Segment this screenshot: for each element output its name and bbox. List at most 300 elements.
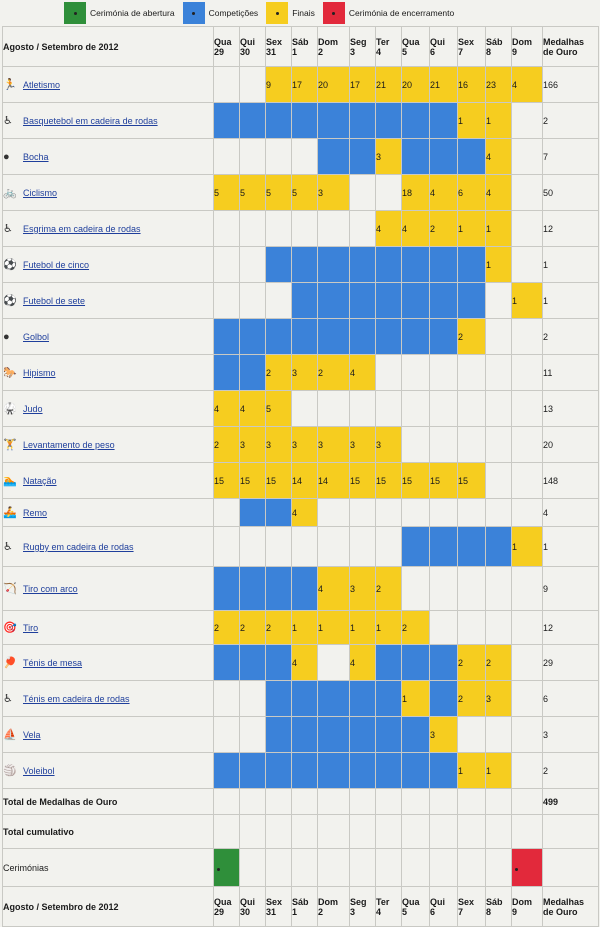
sport-name-cell xyxy=(3,355,214,391)
schedule-cell xyxy=(240,319,266,355)
medals-header xyxy=(543,887,599,927)
day-header xyxy=(486,27,512,67)
cumulative-row-value xyxy=(543,815,599,849)
schedule-cell xyxy=(292,681,318,717)
schedule-cell: 1 xyxy=(486,103,512,139)
day-date: 8 xyxy=(486,906,492,917)
sport-icon: ● xyxy=(3,330,10,343)
schedule-cell: 4 xyxy=(292,499,318,527)
day-date: 6 xyxy=(430,906,436,917)
schedule-cell xyxy=(214,681,240,717)
schedule-cell xyxy=(430,567,458,611)
ceremony-cell xyxy=(318,849,350,887)
medal-count: 3 xyxy=(543,717,599,753)
day-weekday: Qua xyxy=(214,896,232,907)
sport-icon: 🚲 xyxy=(3,187,17,199)
empty-cell xyxy=(266,815,292,849)
schedule-cell: 4 xyxy=(512,67,543,103)
schedule-cell xyxy=(266,681,292,717)
empty-cell xyxy=(214,815,240,849)
schedule-cell xyxy=(214,211,240,247)
schedule-cell: 15 xyxy=(458,463,486,499)
ceremony-cell xyxy=(486,849,512,887)
schedule-cell xyxy=(240,139,266,175)
ceremony-cell xyxy=(292,849,318,887)
medal-count: 2 xyxy=(543,319,599,355)
medals-header-line: Medalhas xyxy=(543,36,585,47)
schedule-cell xyxy=(240,355,266,391)
schedule-cell: 4 xyxy=(376,211,402,247)
header-label: Agosto / Setembro de 2012 xyxy=(3,27,214,67)
sport-row xyxy=(3,391,599,427)
schedule-cell xyxy=(266,283,292,319)
schedule-cell xyxy=(266,247,292,283)
schedule-cell xyxy=(458,527,486,567)
medal-count: 29 xyxy=(543,645,599,681)
day-date: 29 xyxy=(214,46,225,57)
schedule-cell: 1 xyxy=(402,681,430,717)
ceremony-dot xyxy=(515,868,518,871)
day-header xyxy=(376,887,402,927)
empty-cell xyxy=(402,789,430,815)
schedule-cell xyxy=(240,645,266,681)
schedule-cell: 9 xyxy=(266,67,292,103)
schedule-cell: 17 xyxy=(350,67,376,103)
day-weekday: Qui xyxy=(430,896,445,907)
schedule-cell xyxy=(458,139,486,175)
sport-name-cell xyxy=(3,283,214,319)
schedule-cell xyxy=(266,645,292,681)
sport-link[interactable]: Rugby em cadeira de rodas xyxy=(23,542,134,552)
schedule-cell xyxy=(266,527,292,567)
sport-icon: ♿ xyxy=(3,541,13,553)
schedule-cell xyxy=(512,103,543,139)
schedule-cell xyxy=(512,717,543,753)
schedule-cell xyxy=(512,391,543,427)
header-row xyxy=(3,27,599,67)
sport-row xyxy=(3,283,599,319)
schedule-cell: 4 xyxy=(350,355,376,391)
day-date: 7 xyxy=(458,906,464,917)
day-date: 3 xyxy=(350,906,356,917)
schedule-cell xyxy=(350,527,376,567)
schedule-cell: 15 xyxy=(214,463,240,499)
schedule-cell: 20 xyxy=(402,67,430,103)
schedule-cell: 4 xyxy=(486,175,512,211)
schedule-cell xyxy=(350,391,376,427)
sport-row xyxy=(3,463,599,499)
day-header xyxy=(486,887,512,927)
schedule-cell: 1 xyxy=(350,611,376,645)
ceremony-cell xyxy=(214,849,240,887)
schedule-cell: 1 xyxy=(486,753,512,789)
schedule-cell xyxy=(458,391,486,427)
day-weekday: Seg xyxy=(350,896,367,907)
schedule-cell: 2 xyxy=(318,355,350,391)
schedule-cell xyxy=(214,355,240,391)
day-header xyxy=(430,27,458,67)
medals-header xyxy=(543,27,599,67)
schedule-cell xyxy=(512,681,543,717)
day-header xyxy=(214,27,240,67)
sport-link[interactable]: Esgrima em cadeira de rodas xyxy=(23,224,141,234)
sport-name-cell xyxy=(3,175,214,211)
schedule-cell xyxy=(402,283,430,319)
schedule-cell xyxy=(350,681,376,717)
sport-row xyxy=(3,355,599,391)
empty-cell xyxy=(214,789,240,815)
schedule-cell: 1 xyxy=(512,527,543,567)
schedule-cell: 2 xyxy=(486,645,512,681)
empty-cell xyxy=(292,815,318,849)
empty-cell xyxy=(486,789,512,815)
medal-count: 11 xyxy=(543,355,599,391)
schedule-cell xyxy=(402,391,430,427)
schedule-cell xyxy=(292,717,318,753)
day-weekday: Qui xyxy=(240,896,255,907)
schedule-cell xyxy=(350,717,376,753)
legend-dot xyxy=(332,12,335,15)
day-weekday: Sex xyxy=(266,36,283,47)
sport-link[interactable]: Tiro xyxy=(23,623,39,633)
schedule-cell xyxy=(318,527,350,567)
legend-label: Finais xyxy=(292,8,315,18)
day-header xyxy=(430,887,458,927)
sport-link[interactable]: Judo xyxy=(23,404,43,414)
schedule-cell xyxy=(486,499,512,527)
medal-count: 166 xyxy=(543,67,599,103)
schedule-cell xyxy=(266,499,292,527)
schedule-cell: 17 xyxy=(292,67,318,103)
empty-cell xyxy=(350,815,376,849)
sport-link[interactable]: Futebol de cinco xyxy=(23,260,90,270)
legend-item xyxy=(183,0,259,26)
sport-icon: 🏊 xyxy=(3,475,17,487)
day-header xyxy=(266,27,292,67)
schedule-cell xyxy=(486,463,512,499)
schedule-cell xyxy=(402,319,430,355)
schedule-cell: 4 xyxy=(402,211,430,247)
sport-link[interactable]: Ciclismo xyxy=(23,188,58,198)
schedule-cell xyxy=(292,753,318,789)
sport-icon: 🏐 xyxy=(3,765,17,777)
legend-swatch xyxy=(64,2,86,24)
day-weekday: Sex xyxy=(458,36,475,47)
schedule-cell xyxy=(512,427,543,463)
day-weekday: Dom xyxy=(318,36,338,47)
legend xyxy=(0,0,600,26)
legend-label: Cerimónia de encerramento xyxy=(348,8,455,18)
day-weekday: Seg xyxy=(350,36,367,47)
sport-row xyxy=(3,175,599,211)
schedule-cell: 1 xyxy=(458,753,486,789)
schedule-cell xyxy=(430,527,458,567)
sport-icon: 🏹 xyxy=(3,583,17,595)
schedule-cell: 2 xyxy=(458,681,486,717)
sport-name-cell xyxy=(3,103,214,139)
schedule-cell xyxy=(430,499,458,527)
empty-cell xyxy=(318,789,350,815)
schedule-cell xyxy=(350,319,376,355)
schedule-cell xyxy=(350,211,376,247)
schedule-cell: 4 xyxy=(318,567,350,611)
sport-link[interactable]: Voleibol xyxy=(23,766,55,776)
medal-count: 2 xyxy=(543,753,599,789)
sport-icon: ⚽ xyxy=(3,295,17,307)
sport-row xyxy=(3,527,599,567)
schedule-cell xyxy=(214,717,240,753)
schedule-cell xyxy=(512,499,543,527)
schedule-cell xyxy=(318,645,350,681)
sport-name-cell xyxy=(3,139,214,175)
schedule-cell xyxy=(430,681,458,717)
day-weekday: Sáb xyxy=(486,896,503,907)
schedule-cell xyxy=(512,211,543,247)
sport-link[interactable]: Bocha xyxy=(23,151,49,162)
sport-link[interactable]: Ténis em cadeira de rodas xyxy=(23,694,130,704)
schedule-cell xyxy=(350,139,376,175)
sport-link[interactable]: Basquetebol em cadeira de rodas xyxy=(23,116,158,126)
schedule-cell: 18 xyxy=(402,175,430,211)
sport-icon: ♿ xyxy=(3,223,13,235)
schedule-cell: 4 xyxy=(240,391,266,427)
schedule-cell xyxy=(292,103,318,139)
schedule-cell xyxy=(266,567,292,611)
sport-link[interactable]: Atletismo xyxy=(23,80,61,90)
schedule-cell: 4 xyxy=(214,391,240,427)
schedule-cell xyxy=(430,139,458,175)
schedule-cell xyxy=(402,139,430,175)
schedule-cell xyxy=(318,247,350,283)
schedule-cell xyxy=(458,355,486,391)
sport-link[interactable]: Tiro com arco xyxy=(23,584,78,594)
empty-cell xyxy=(458,789,486,815)
schedule-cell xyxy=(318,717,350,753)
medal-count: 13 xyxy=(543,391,599,427)
sport-name-cell xyxy=(3,247,214,283)
schedule-cell xyxy=(376,717,402,753)
sport-link[interactable]: Golbol xyxy=(23,331,50,342)
schedule-cell xyxy=(292,319,318,355)
schedule-cell: 3 xyxy=(376,427,402,463)
schedule-cell xyxy=(486,319,512,355)
day-date: 30 xyxy=(240,46,251,57)
schedule-cell xyxy=(512,753,543,789)
schedule-cell xyxy=(458,427,486,463)
day-header xyxy=(318,887,350,927)
schedule-cell xyxy=(402,527,430,567)
medal-count: 6 xyxy=(543,681,599,717)
schedule-cell xyxy=(350,247,376,283)
empty-cell xyxy=(402,815,430,849)
sport-icon: 🚣 xyxy=(3,507,17,519)
sport-link[interactable]: Levantamento de peso xyxy=(23,440,115,450)
cumulative-row-label: Total cumulativo xyxy=(3,815,214,849)
schedule-cell: 5 xyxy=(214,175,240,211)
schedule-cell xyxy=(214,103,240,139)
schedule-cell xyxy=(512,567,543,611)
sport-name-cell xyxy=(3,499,214,527)
sport-link[interactable]: Ténis de mesa xyxy=(23,658,83,668)
schedule-cell xyxy=(430,645,458,681)
schedule-cell xyxy=(240,527,266,567)
legend-swatch xyxy=(266,2,288,24)
medal-count: 1 xyxy=(543,527,599,567)
day-weekday: Qui xyxy=(430,36,445,47)
schedule-cell xyxy=(292,247,318,283)
schedule-cell: 3 xyxy=(486,681,512,717)
sport-icon: 🥋 xyxy=(3,403,17,415)
sport-row xyxy=(3,139,599,175)
empty-cell xyxy=(240,815,266,849)
day-date: 9 xyxy=(512,46,518,57)
day-date: 5 xyxy=(402,46,408,57)
schedule-cell: 15 xyxy=(402,463,430,499)
schedule-cell: 15 xyxy=(430,463,458,499)
schedule-cell xyxy=(486,391,512,427)
schedule-cell: 4 xyxy=(486,139,512,175)
schedule-cell xyxy=(318,283,350,319)
schedule-cell: 3 xyxy=(318,427,350,463)
sport-name-cell xyxy=(3,753,214,789)
day-date: 2 xyxy=(318,906,324,917)
schedule-cell xyxy=(458,283,486,319)
schedule-cell: 21 xyxy=(430,67,458,103)
day-date: 31 xyxy=(266,906,277,917)
legend-dot xyxy=(74,12,77,15)
schedule-cell: 6 xyxy=(458,175,486,211)
medal-count: 12 xyxy=(543,611,599,645)
day-weekday: Ter xyxy=(376,36,390,47)
sport-name-cell xyxy=(3,645,214,681)
schedule-cell xyxy=(318,319,350,355)
schedule-cell: 5 xyxy=(292,175,318,211)
empty-cell xyxy=(512,789,543,815)
empty-cell xyxy=(318,815,350,849)
sport-row xyxy=(3,247,599,283)
medals-header-line: de Ouro xyxy=(543,906,578,917)
sport-link[interactable]: Futebol de sete xyxy=(23,296,86,306)
medal-count: 20 xyxy=(543,427,599,463)
legend-label: Cerimónia de abertura xyxy=(90,8,175,18)
sport-link[interactable]: Remo xyxy=(23,508,48,518)
day-weekday: Ter xyxy=(376,896,390,907)
empty-cell xyxy=(350,789,376,815)
total-row-label: Total de Medalhas de Ouro xyxy=(3,789,214,815)
sport-name-cell xyxy=(3,391,214,427)
schedule-cell xyxy=(486,427,512,463)
schedule-cell xyxy=(376,527,402,567)
schedule-cell xyxy=(240,103,266,139)
schedule-cell xyxy=(486,611,512,645)
schedule-cell: 14 xyxy=(318,463,350,499)
ceremony-cell xyxy=(458,849,486,887)
sport-name-cell xyxy=(3,67,214,103)
schedule-cell xyxy=(214,247,240,283)
sport-link[interactable]: Vela xyxy=(23,730,41,740)
day-weekday: Qua xyxy=(402,896,420,907)
schedule-cell: 20 xyxy=(318,67,350,103)
schedule-cell: 15 xyxy=(376,463,402,499)
schedule-cell xyxy=(240,681,266,717)
schedule-cell xyxy=(430,103,458,139)
medal-count: 2 xyxy=(543,103,599,139)
schedule-cell xyxy=(458,499,486,527)
sport-name-cell xyxy=(3,463,214,499)
schedule-cell xyxy=(402,645,430,681)
legend-dot xyxy=(276,12,279,15)
sport-link[interactable]: Hipismo xyxy=(23,368,56,378)
schedule-cell xyxy=(350,283,376,319)
schedule-cell xyxy=(266,211,292,247)
sport-row xyxy=(3,103,599,139)
schedule-cell xyxy=(214,139,240,175)
schedule-cell: 4 xyxy=(350,645,376,681)
day-header xyxy=(376,27,402,67)
schedule-cell: 2 xyxy=(214,611,240,645)
sport-name-cell xyxy=(3,427,214,463)
empty-cell xyxy=(543,849,599,887)
empty-cell xyxy=(486,815,512,849)
day-date: 31 xyxy=(266,46,277,57)
sport-name-cell xyxy=(3,527,214,567)
sport-row xyxy=(3,681,599,717)
schedule-cell: 3 xyxy=(430,717,458,753)
day-weekday: Sáb xyxy=(292,896,309,907)
schedule-cell xyxy=(458,611,486,645)
schedule-cell xyxy=(402,427,430,463)
schedule-cell: 1 xyxy=(486,247,512,283)
day-date: 7 xyxy=(458,46,464,57)
schedule-cell: 1 xyxy=(292,611,318,645)
sport-icon: ⚽ xyxy=(3,259,17,271)
sport-icon: 🏓 xyxy=(3,657,17,669)
schedule-cell xyxy=(240,753,266,789)
schedule-cell xyxy=(430,247,458,283)
header-label: Agosto / Setembro de 2012 xyxy=(3,887,214,927)
legend-item xyxy=(64,0,175,26)
ceremony-dot xyxy=(217,868,220,871)
schedule-cell xyxy=(430,427,458,463)
schedule-cell: 4 xyxy=(292,645,318,681)
sport-icon: ♿ xyxy=(3,115,13,127)
ceremony-cell xyxy=(240,849,266,887)
medals-header-line: de Ouro xyxy=(543,46,578,57)
schedule-cell xyxy=(486,355,512,391)
medal-count: 12 xyxy=(543,211,599,247)
day-weekday: Qua xyxy=(214,36,232,47)
medal-count: 9 xyxy=(543,567,599,611)
empty-cell xyxy=(292,789,318,815)
schedule-cell xyxy=(402,355,430,391)
schedule-cell: 15 xyxy=(266,463,292,499)
schedule-cell xyxy=(266,717,292,753)
sport-link[interactable]: Natação xyxy=(23,476,57,486)
legend-item xyxy=(266,0,315,26)
day-header xyxy=(458,27,486,67)
schedule-cell xyxy=(402,247,430,283)
empty-cell xyxy=(512,815,543,849)
day-date: 4 xyxy=(376,906,382,917)
schedule-cell: 1 xyxy=(318,611,350,645)
sport-row xyxy=(3,611,599,645)
schedule-cell xyxy=(214,319,240,355)
schedule-cell xyxy=(318,499,350,527)
empty-cell xyxy=(376,815,402,849)
schedule-cell xyxy=(430,753,458,789)
schedule-cell: 3 xyxy=(376,139,402,175)
day-date: 2 xyxy=(318,46,324,57)
